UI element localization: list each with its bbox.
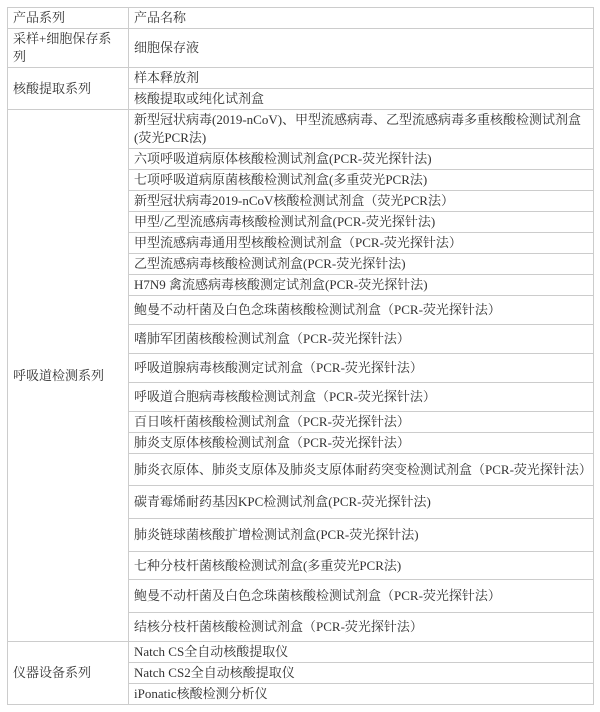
product-cell: 鲍曼不动杆菌及白色念珠菌核酸检测试剂盒（PCR-荧光探针法） xyxy=(129,296,594,325)
table-row xyxy=(8,29,594,68)
product-cell: 百日咳杆菌核酸检测试剂盒（PCR-荧光探针法） xyxy=(129,412,594,433)
product-cell: 嗜肺军团菌核酸检测试剂盒（PCR-荧光探针法） xyxy=(129,325,594,354)
product-cell: 肺炎衣原体、肺炎支原体及肺炎支原体耐药突变检测试剂盒（PCR-荧光探针法） xyxy=(129,454,594,486)
product-cell: Natch CS2全自动核酸提取仪 xyxy=(129,663,594,684)
product-cell: 甲型/乙型流感病毒核酸检测试剂盒(PCR-荧光探针法) xyxy=(129,212,594,233)
product-cell: Natch CS全自动核酸提取仪 xyxy=(129,642,594,663)
product-cell: H7N9 禽流感病毒核酸测定试剂盒(PCR-荧光探针法) xyxy=(129,275,594,296)
product-cell: 细胞保存液 xyxy=(129,29,594,68)
product-cell: 碳青霉烯耐药基因KPC检测试剂盒(PCR-荧光探针法) xyxy=(129,486,594,519)
series-cell-respiratory: 呼吸道检测系列 xyxy=(8,110,129,642)
product-cell: 呼吸道腺病毒核酸测定试剂盒（PCR-荧光探针法） xyxy=(129,354,594,383)
product-cell: 乙型流感病毒核酸检测试剂盒(PCR-荧光探针法) xyxy=(129,254,594,275)
product-cell: iPonatic核酸检测分析仪 xyxy=(129,684,594,705)
product-cell: 甲型流感病毒通用型核酸检测试剂盒（PCR-荧光探针法） xyxy=(129,233,594,254)
column-header-product: 产品名称 xyxy=(129,8,594,29)
product-cell: 肺炎支原体核酸检测试剂盒（PCR-荧光探针法） xyxy=(129,433,594,454)
table-row xyxy=(8,642,594,663)
table-row xyxy=(8,110,594,149)
table-header-row xyxy=(8,8,594,29)
series-cell-instruments: 仪器设备系列 xyxy=(8,642,129,705)
series-cell-extraction: 核酸提取系列 xyxy=(8,68,129,110)
product-cell: 鲍曼不动杆菌及白色念珠菌核酸检测试剂盒（PCR-荧光探针法） xyxy=(129,580,594,613)
product-cell: 结核分枝杆菌核酸检测试剂盒（PCR-荧光探针法） xyxy=(129,613,594,642)
product-cell: 七项呼吸道病原菌核酸检测试剂盒(多重荧光PCR法) xyxy=(129,170,594,191)
product-cell: 七种分枝杆菌核酸检测试剂盒(多重荧光PCR法) xyxy=(129,552,594,580)
column-header-series: 产品系列 xyxy=(8,8,129,29)
product-cell: 肺炎链球菌核酸扩增检测试剂盒(PCR-荧光探针法) xyxy=(129,519,594,552)
products-table xyxy=(7,7,594,705)
product-cell: 新型冠状病毒2019-nCoV核酸检测试剂盒（荧光PCR法） xyxy=(129,191,594,212)
table-row xyxy=(8,68,594,89)
product-cell: 六项呼吸道病原体核酸检测试剂盒(PCR-荧光探针法) xyxy=(129,149,594,170)
product-cell: 核酸提取或纯化试剂盒 xyxy=(129,89,594,110)
product-cell: 样本释放剂 xyxy=(129,68,594,89)
product-cell: 呼吸道合胞病毒核酸检测试剂盒（PCR-荧光探针法） xyxy=(129,383,594,412)
series-cell-sampling: 采样+细胞保存系列 xyxy=(8,29,129,68)
product-cell: 新型冠状病毒(2019-nCoV)、甲型流感病毒、乙型流感病毒多重核酸检测试剂盒(荧光PCR法) xyxy=(129,110,594,149)
